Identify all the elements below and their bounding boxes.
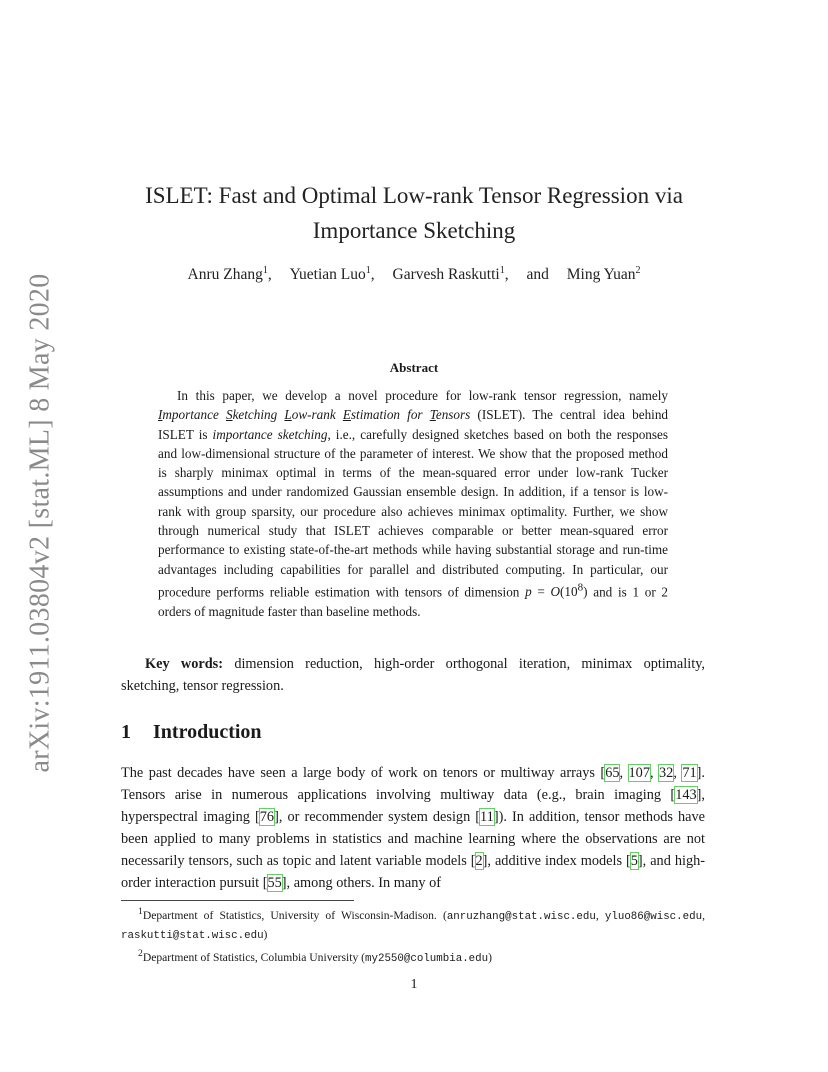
affiliation-mark: 1 bbox=[365, 265, 371, 276]
acronym-letter: T bbox=[429, 407, 436, 423]
section-title: Introduction bbox=[153, 721, 262, 743]
body-text: ], and high-order interaction pursuit [ bbox=[121, 853, 705, 891]
math-operator: = bbox=[531, 584, 551, 600]
section-heading bbox=[121, 721, 262, 744]
affiliation-mark: 2 bbox=[635, 265, 641, 276]
acronym-word: ensors bbox=[435, 407, 471, 423]
email-address: my2550@columbia.edu bbox=[365, 952, 489, 965]
footnote-text: ) bbox=[488, 950, 492, 964]
author bbox=[567, 266, 641, 283]
email-address: anruzhang@stat.wisc.edu bbox=[446, 910, 596, 923]
author-conjunction: and bbox=[526, 266, 549, 284]
body-text: The past decades have seen a large body of work on tenors or multiway arrays [ bbox=[121, 765, 606, 781]
citation-link[interactable]: 71 bbox=[682, 765, 697, 781]
abstract-heading: Abstract bbox=[389, 360, 439, 375]
acronym-word: for bbox=[407, 407, 423, 423]
acronym-word: stimation bbox=[350, 407, 401, 423]
email-address: raskutti@stat.wisc.edu bbox=[121, 929, 264, 942]
abstract-text: In this paper, we develop a novel procedure for low-rank tensor regression, namely bbox=[177, 388, 668, 403]
abstract-text: (ISLET). The central idea behind ISLET is bbox=[158, 407, 669, 442]
title-line-2: Importance Sketching bbox=[312, 218, 516, 243]
citation-link[interactable]: 2 bbox=[475, 853, 483, 869]
author-separator: , bbox=[267, 266, 272, 284]
author bbox=[290, 266, 375, 283]
acronym-word: ketching bbox=[232, 407, 278, 423]
abstract-text: , i.e., carefully designed sketches based on both the responses and low-dimensional structure of the parameter of interest. We show that the proposed method is sharply minimax optimal in terms of the mean-squared error under low-rank Tucker assumptions and under randomized Gaussian ensemble design. In addition, if a tensor is low-rank with group sparsity, our procedure also achieves minimax optimality. Further, we show through numerical study that ISLET achieves comparable or better mean-squared error performance to existing state-of-the-art methods while having substantial storage and run-time advantages including capabilities for parallel and distributed computing. In particular, our procedure performs reliable estimation with tensors of dimension bbox=[158, 426, 669, 600]
affiliation-mark: 1 bbox=[262, 265, 268, 276]
abstract-body bbox=[158, 386, 668, 621]
math-exponent: 8 bbox=[577, 581, 584, 594]
author-list bbox=[100, 265, 728, 284]
footnote-mark: 2 bbox=[138, 947, 143, 959]
citation-separator: , bbox=[673, 765, 683, 781]
author-separator: , bbox=[370, 266, 375, 284]
author-name: Ming Yuan bbox=[566, 266, 636, 284]
citation-link[interactable]: 107 bbox=[628, 765, 650, 781]
footnote-rule bbox=[121, 900, 354, 901]
page-number: 1 bbox=[410, 977, 418, 992]
paper-title bbox=[100, 178, 728, 248]
intro-paragraph bbox=[121, 762, 705, 894]
footnote-text: Department of Statistics, University of Wisconsin-Madison. ( bbox=[142, 908, 447, 922]
author-name: Anru Zhang bbox=[187, 266, 263, 284]
citation-link[interactable]: 65 bbox=[605, 765, 620, 781]
body-text: ], or recommender system design [ bbox=[274, 809, 481, 825]
acronym-expansion bbox=[158, 407, 470, 422]
acronym-letter: S bbox=[225, 407, 233, 423]
body-text: ]). In addition, tensor methods have been applied to many problems in statistics and machine learning where the observations are not necessarily tensors, such as topic and latent variable models [ bbox=[121, 809, 705, 869]
section-number: 1 bbox=[121, 721, 131, 743]
body-text: ], additive index models [ bbox=[482, 853, 631, 869]
citation-link[interactable]: 143 bbox=[675, 787, 697, 803]
citation-separator: , bbox=[649, 765, 660, 781]
arxiv-identifier: arXiv:1911.03804v2 [stat.ML] 8 May 2020 bbox=[25, 272, 56, 773]
author bbox=[188, 266, 272, 283]
author bbox=[393, 266, 509, 283]
keywords-label: Key words: bbox=[145, 656, 224, 672]
keywords bbox=[121, 653, 705, 697]
emphasis: importance sketching bbox=[212, 426, 328, 442]
body-text: ], hyperspectral imaging [ bbox=[121, 787, 705, 825]
citation-link[interactable]: 32 bbox=[659, 765, 674, 781]
acronym-letter: L bbox=[284, 407, 292, 423]
author-name: Yuetian Luo bbox=[289, 266, 366, 284]
author-separator: , bbox=[504, 266, 509, 284]
citation-link[interactable]: 5 bbox=[630, 853, 638, 869]
math-number: (10 bbox=[560, 584, 578, 600]
footnote-mark: 1 bbox=[138, 906, 143, 917]
acronym-word: mportance bbox=[162, 407, 219, 423]
arxiv-side-stamp bbox=[20, 272, 62, 773]
citation-link[interactable]: 76 bbox=[259, 809, 275, 825]
acronym-letter: E bbox=[342, 407, 351, 423]
math-expression bbox=[525, 581, 588, 600]
title-line-1: ISLET: Fast and Optimal Low-rank Tensor Regression via bbox=[145, 183, 683, 208]
math-symbol: O bbox=[550, 584, 561, 600]
citation-separator: , bbox=[619, 765, 629, 781]
footnote-1 bbox=[121, 903, 705, 945]
author-name: Garvesh Raskutti bbox=[392, 266, 500, 284]
keywords-text: dimension reduction, high-order orthogonal iteration, minimax optimality, sketching, tensor regression. bbox=[121, 656, 705, 694]
footnote-separator: , bbox=[595, 908, 605, 922]
footnote-text: ) bbox=[263, 927, 268, 941]
email-address: yluo86@wisc.edu bbox=[604, 910, 703, 923]
footnote-separator: , bbox=[702, 908, 705, 922]
acronym-letter: I bbox=[158, 407, 163, 423]
acronym-word: ow-rank bbox=[291, 407, 336, 423]
footnote-text: Department of Statistics, Columbia University ( bbox=[142, 950, 366, 964]
footnotes bbox=[121, 903, 705, 968]
footnote-2 bbox=[121, 945, 705, 968]
body-text: ]. Tensors arise in numerous applications involving multiway data (e.g., brain imaging [ bbox=[121, 765, 706, 803]
body-text: ], among others. In many of bbox=[281, 875, 442, 891]
citation-link[interactable]: 11 bbox=[480, 809, 494, 825]
math-paren: ) bbox=[583, 584, 588, 600]
math-symbol: p bbox=[525, 584, 532, 600]
citation-link[interactable]: 55 bbox=[267, 875, 282, 891]
abstract-text: and is 1 or 2 orders of magnitude faster than baseline methods. bbox=[158, 584, 668, 619]
affiliation-mark: 1 bbox=[499, 265, 505, 276]
